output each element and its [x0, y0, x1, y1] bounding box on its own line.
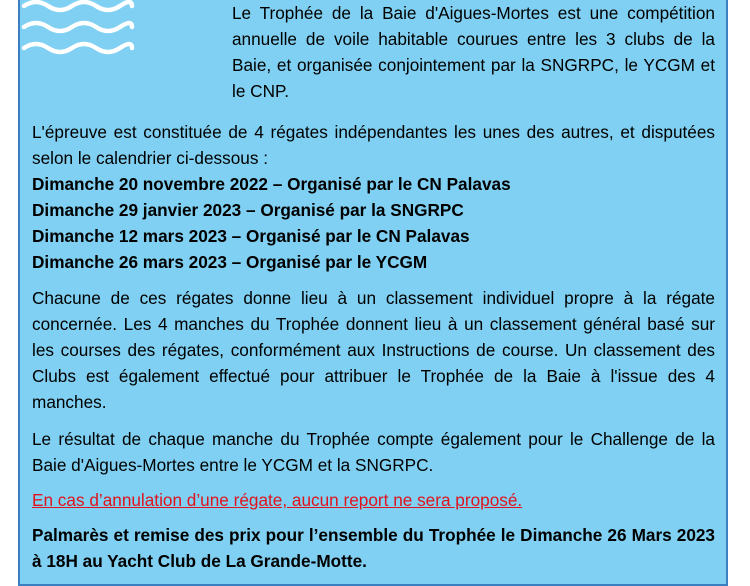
annulation-notice: En cas d’annulation d’une régate, aucun report ne sera proposé.	[32, 490, 523, 510]
schedule-item: Dimanche 20 novembre 2022 – Organisé par le CN Palavas	[32, 174, 511, 194]
schedule-list	[32, 171, 715, 275]
classement-paragraph: Chacune de ces régates donne lieu à un classement individuel propre à la régate concernée. Les 4 manches du Trophée donnent lieu à un classement général basé sur les courses des régates, conformément aux Instructions de course. Un classement des Clubs est également effectué pour attribuer le Trophée de la Baie à l'issue des 4 manches.	[32, 288, 715, 412]
waves-icon	[20, 0, 135, 62]
epreuve-paragraph: L'épreuve est constituée de 4 régates indépendantes les unes des autres, et disputées selon le calendrier ci-dessous :	[32, 122, 715, 168]
palmares-paragraph: Palmarès et remise des prix pour l’ensemble du Trophée le Dimanche 26 Mars 2023 à 18H au Yacht Club de La Grande-Motte.	[32, 525, 715, 571]
schedule-item: Dimanche 29 janvier 2023 – Organisé par la SNGRPC	[32, 200, 464, 220]
schedule-item: Dimanche 12 mars 2023 – Organisé par le CN Palavas	[32, 226, 470, 246]
schedule-item: Dimanche 26 mars 2023 – Organisé par le YCGM	[32, 252, 428, 272]
intro-paragraph: Le Trophée de la Baie d'Aigues-Mortes est une compétition annuelle de voile habitable courues entre les 3 clubs de la Baie, et organisée conjointement par la SNGRPC, le YCGM et le CNP.	[232, 3, 715, 101]
challenge-paragraph: Le résultat de chaque manche du Trophée compte également pour le Challenge de la Baie d'Aigues-Mortes entre le YCGM et la SNGRPC.	[32, 429, 715, 475]
